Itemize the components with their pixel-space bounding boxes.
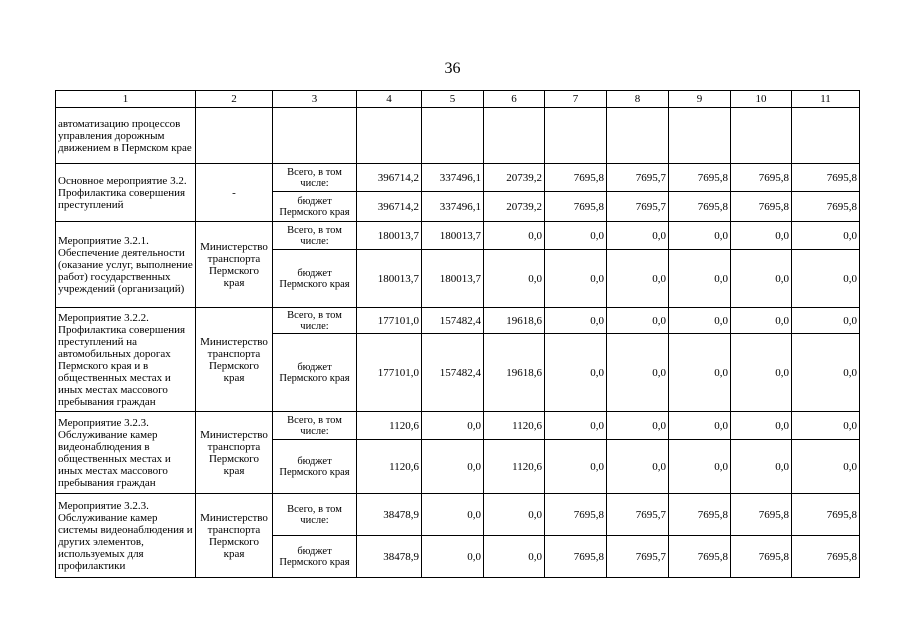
amount-cell: 7695,7 [607, 164, 669, 192]
amount-cell: 0,0 [731, 222, 792, 250]
amount-cell: 396714,2 [357, 192, 422, 222]
page-number: 36 [444, 60, 461, 77]
amount-cell: 0,0 [731, 412, 792, 440]
executor-cell: Министерство транспорта Пермского края [196, 222, 273, 308]
amount-cell: 180013,7 [422, 222, 484, 250]
amount-cell: 19618,6 [484, 308, 545, 334]
amount-cell: 396714,2 [357, 164, 422, 192]
empty-cell [484, 108, 545, 164]
amount-cell: 38478,9 [357, 536, 422, 578]
executor-cell: Министерство транспорта Пермского края [196, 308, 273, 412]
amount-cell: 7695,8 [669, 536, 731, 578]
amount-cell: 157482,4 [422, 308, 484, 334]
amount-cell: 7695,8 [792, 494, 860, 536]
amount-cell: 7695,8 [545, 192, 607, 222]
amount-cell: 0,0 [484, 494, 545, 536]
amount-cell: 7695,8 [792, 192, 860, 222]
header-row [56, 91, 860, 108]
amount-cell: 0,0 [484, 536, 545, 578]
empty-cell [731, 108, 792, 164]
amount-cell: 0,0 [607, 412, 669, 440]
amount-cell: 7695,7 [607, 536, 669, 578]
amount-cell: 177101,0 [357, 334, 422, 412]
amount-cell: 20739,2 [484, 192, 545, 222]
amount-cell: 0,0 [792, 334, 860, 412]
amount-cell: 0,0 [422, 536, 484, 578]
amount-cell: 0,0 [607, 334, 669, 412]
funding-source: Всего, в том числе: [273, 308, 357, 334]
amount-cell: 20739,2 [484, 164, 545, 192]
empty-cell [669, 108, 731, 164]
executor-cell: Министерство транспорта Пермского края [196, 412, 273, 494]
funding-source: бюджет Пермского края [273, 192, 357, 222]
amount-cell: 0,0 [422, 412, 484, 440]
amount-cell: 0,0 [422, 440, 484, 494]
amount-cell: 0,0 [669, 308, 731, 334]
amount-cell: 180013,7 [357, 250, 422, 308]
amount-cell: 0,0 [669, 250, 731, 308]
amount-cell: 0,0 [792, 440, 860, 494]
section-total-row [56, 164, 860, 192]
measure-name: Мероприятие 3.2.3. Обслуживание камер видеонаблюдения в общественных местах и иных местах массового пребывания граждан [56, 412, 196, 494]
amount-cell: 7695,8 [731, 192, 792, 222]
amount-cell: 0,0 [731, 334, 792, 412]
amount-cell: 7695,8 [731, 536, 792, 578]
amount-cell: 337496,1 [422, 164, 484, 192]
amount-cell: 1120,6 [357, 440, 422, 494]
amount-cell: 7695,7 [607, 494, 669, 536]
amount-cell: 7695,8 [545, 536, 607, 578]
header-cell: 11 [792, 91, 860, 108]
header-cell: 2 [196, 91, 273, 108]
amount-cell: 7695,8 [731, 494, 792, 536]
header-cell: 1 [56, 91, 196, 108]
amount-cell: 0,0 [669, 412, 731, 440]
header-cell: 5 [422, 91, 484, 108]
header-cell: 4 [357, 91, 422, 108]
amount-cell: 0,0 [545, 440, 607, 494]
header-cell: 10 [731, 91, 792, 108]
amount-cell: 7695,8 [731, 164, 792, 192]
amount-cell: 0,0 [607, 308, 669, 334]
amount-cell: 7695,8 [792, 536, 860, 578]
funding-source: Всего, в том числе: [273, 164, 357, 192]
amount-cell: 0,0 [792, 412, 860, 440]
funding-source: бюджет Пермского края [273, 334, 357, 412]
amount-cell: 0,0 [484, 250, 545, 308]
amount-cell: 0,0 [545, 334, 607, 412]
empty-cell [357, 108, 422, 164]
amount-cell: 0,0 [545, 412, 607, 440]
carry-over-text: автоматизацию процессов управления дорожным движением в Пермском крае [56, 108, 196, 164]
amount-cell: 0,0 [484, 222, 545, 250]
amount-cell: 0,0 [545, 308, 607, 334]
amount-cell: 0,0 [792, 250, 860, 308]
amount-cell: 7695,8 [792, 164, 860, 192]
funding-source: Всего, в том числе: [273, 494, 357, 536]
amount-cell: 19618,6 [484, 334, 545, 412]
amount-cell: 0,0 [607, 222, 669, 250]
header-cell: 6 [484, 91, 545, 108]
section-total-row [56, 308, 860, 334]
amount-cell: 0,0 [792, 308, 860, 334]
amount-cell: 0,0 [607, 440, 669, 494]
header-cell: 3 [273, 91, 357, 108]
header-cell: 7 [545, 91, 607, 108]
measure-name: Мероприятие 3.2.1. Обеспечение деятельности (оказание услуг, выполнение работ) государственных учреждений (организаций) [56, 222, 196, 308]
amount-cell: 180013,7 [357, 222, 422, 250]
program-funding-table [55, 90, 860, 578]
amount-cell: 0,0 [422, 494, 484, 536]
executor-cell: Министерство транспорта Пермского края [196, 494, 273, 578]
funding-source: Всего, в том числе: [273, 222, 357, 250]
amount-cell: 0,0 [669, 440, 731, 494]
amount-cell: 157482,4 [422, 334, 484, 412]
empty-cell [196, 108, 273, 164]
amount-cell: 180013,7 [422, 250, 484, 308]
amount-cell: 0,0 [545, 250, 607, 308]
header-cell: 9 [669, 91, 731, 108]
empty-cell [792, 108, 860, 164]
amount-cell: 0,0 [792, 222, 860, 250]
section-total-row [56, 494, 860, 536]
amount-cell: 0,0 [607, 250, 669, 308]
empty-cell [273, 108, 357, 164]
amount-cell: 337496,1 [422, 192, 484, 222]
funding-source: бюджет Пермского края [273, 440, 357, 494]
funding-source: Всего, в том числе: [273, 412, 357, 440]
section-total-row [56, 412, 860, 440]
executor-cell: - [196, 164, 273, 222]
amount-cell: 177101,0 [357, 308, 422, 334]
amount-cell: 7695,8 [669, 494, 731, 536]
amount-cell: 7695,8 [669, 164, 731, 192]
measure-name: Основное мероприятие 3.2. Профилактика совершения преступлений [56, 164, 196, 222]
table-body [56, 91, 860, 578]
amount-cell: 38478,9 [357, 494, 422, 536]
amount-cell: 0,0 [669, 222, 731, 250]
amount-cell: 0,0 [731, 440, 792, 494]
empty-cell [545, 108, 607, 164]
amount-cell: 1120,6 [484, 440, 545, 494]
amount-cell: 0,0 [731, 250, 792, 308]
amount-cell: 7695,7 [607, 192, 669, 222]
amount-cell: 0,0 [545, 222, 607, 250]
header-cell: 8 [607, 91, 669, 108]
amount-cell: 0,0 [731, 308, 792, 334]
funding-source: бюджет Пермского края [273, 250, 357, 308]
amount-cell: 7695,8 [669, 192, 731, 222]
amount-cell: 1120,6 [484, 412, 545, 440]
section-total-row [56, 222, 860, 250]
measure-name: Мероприятие 3.2.3. Обслуживание камер системы видеонаблюдения и других элементов, используемых для профилактики [56, 494, 196, 578]
carry-over-row [56, 108, 860, 164]
funding-source: бюджет Пермского края [273, 536, 357, 578]
empty-cell [422, 108, 484, 164]
amount-cell: 7695,8 [545, 494, 607, 536]
empty-cell [607, 108, 669, 164]
amount-cell: 1120,6 [357, 412, 422, 440]
amount-cell: 0,0 [669, 334, 731, 412]
measure-name: Мероприятие 3.2.2. Профилактика совершения преступлений на автомобильных дорогах Пермского края и в общественных местах и иных местах массового пребывания граждан [56, 308, 196, 412]
amount-cell: 7695,8 [545, 164, 607, 192]
